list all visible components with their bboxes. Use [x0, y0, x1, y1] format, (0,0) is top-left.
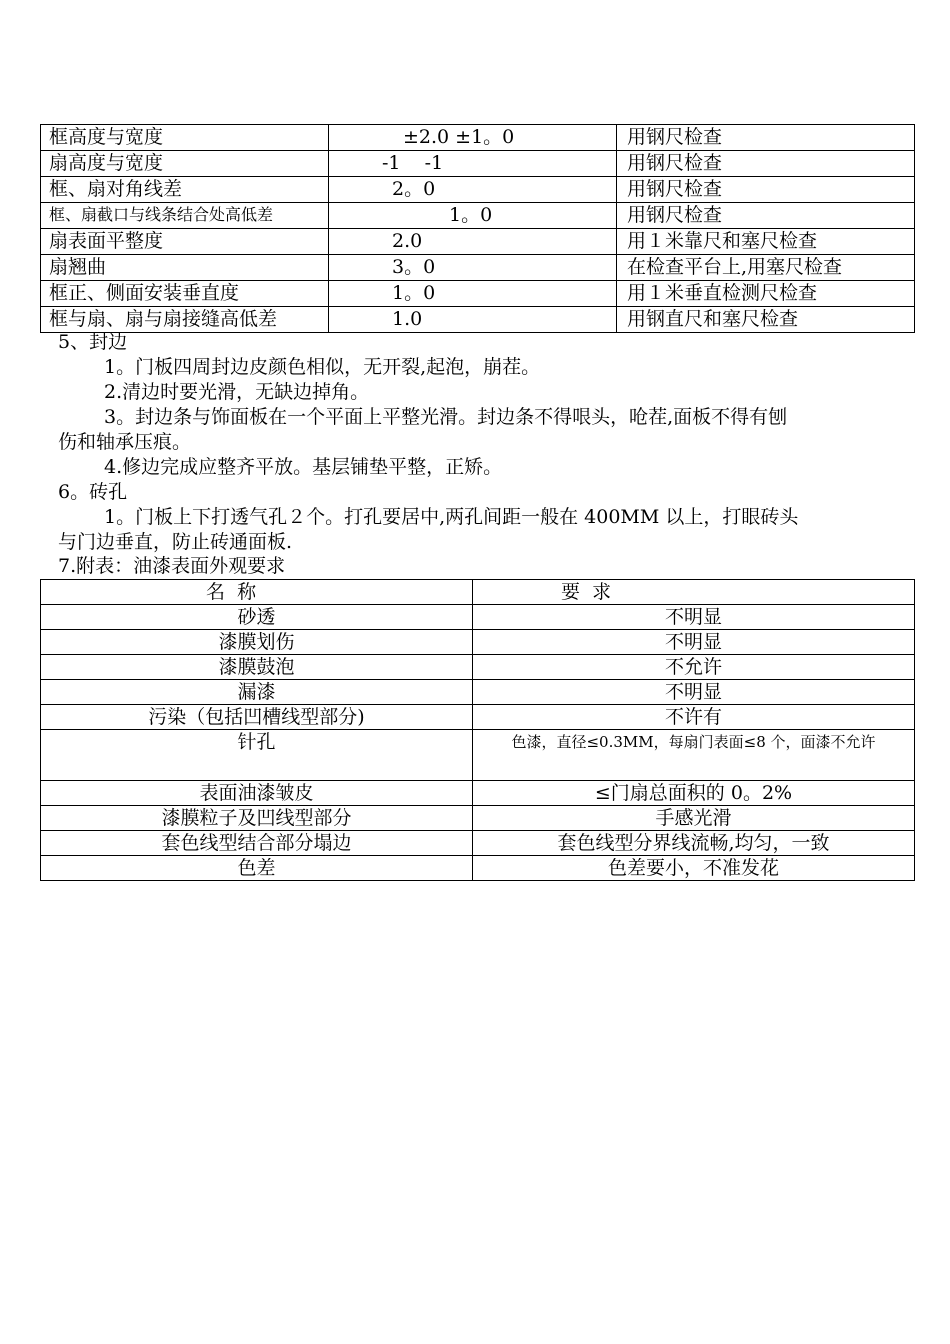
table-row: [41, 255, 915, 281]
tolerance-method: 用钢尺检查: [617, 177, 915, 203]
section-5-heading: 5、封边: [58, 331, 128, 353]
paint-requirement: ≤门扇总面积的 0。2%: [473, 781, 915, 806]
tolerance-method: 在检查平台上,用塞尺检查: [617, 255, 915, 281]
paint-item: 套色线型结合部分塌边: [41, 831, 473, 856]
paint-requirement: 色漆，直径≤0.3MM，每扇门表面≤8 个，面漆不允许: [473, 730, 915, 781]
tolerance-value: -1 -1: [329, 151, 617, 177]
paint-requirement: 色差要小，不准发花: [473, 856, 915, 881]
paint-item: 漏漆: [41, 680, 473, 705]
table-header-row: [41, 580, 915, 605]
tolerance-item: 框、扇截口与线条结合处高低差: [41, 203, 329, 229]
paint-item: 色差: [41, 856, 473, 881]
tolerance-method: 用１米垂直检测尺检查: [617, 281, 915, 307]
tolerance-value: 3。0: [329, 255, 617, 281]
tolerance-method: 用钢尺检查: [617, 125, 915, 151]
table-row: [41, 856, 915, 881]
section-5-paragraph-3-line-1: 3。封边条与饰面板在一个平面上平整光滑。封边条不得哏头，呛茬,面板不得有刨: [104, 406, 788, 428]
table-row: [41, 605, 915, 630]
paint-item: 表面油漆皱皮: [41, 781, 473, 806]
section-5-paragraph-3-line-2: 伤和轴承压痕。: [58, 431, 192, 453]
section-6-paragraph-1-line-2: 与门边垂直，防止砖通面板.: [58, 531, 293, 553]
table-row: [41, 655, 915, 680]
table-row: [41, 680, 915, 705]
paint-item: 针孔: [41, 730, 473, 781]
paint-requirement: 套色线型分界线流畅,均匀，一致: [473, 831, 915, 856]
tolerance-table: [40, 124, 915, 333]
table-row: [41, 229, 915, 255]
section-7-heading: 7.附表：油漆表面外观要求: [58, 555, 286, 577]
section-6-paragraph-1-line-1: 1。门板上下打透气孔２个。打孔要居中,两孔间距一般在 400MM 以上，打眼砖头: [104, 506, 799, 528]
tolerance-item: 扇表面平整度: [41, 229, 329, 255]
paint-requirement: 不允许: [473, 655, 915, 680]
table-row: [41, 630, 915, 655]
table-row: [41, 177, 915, 203]
tolerance-value: 2.0: [329, 229, 617, 255]
column-header-requirement: 要 求: [473, 580, 915, 605]
tolerance-value: 2。0: [329, 177, 617, 203]
section-6-heading: 6。砖孔: [58, 481, 128, 503]
tolerance-item: 框、扇对角线差: [41, 177, 329, 203]
paint-requirement: 不明显: [473, 680, 915, 705]
paint-requirements-table: [40, 579, 915, 881]
section-5-paragraph-1: 1。门板四周封边皮颜色相似，无开裂,起泡，崩茬。: [104, 356, 541, 378]
table-row: [41, 806, 915, 831]
table-row: [41, 831, 915, 856]
paint-item: 砂透: [41, 605, 473, 630]
paint-item: 污染（包括凹槽线型部分): [41, 705, 473, 730]
section-5-paragraph-4: 4.修边完成应整齐平放。基层铺垫平整，正矫。: [104, 456, 503, 478]
table-row: [41, 151, 915, 177]
paint-requirement: 不明显: [473, 605, 915, 630]
table-row: [41, 730, 915, 781]
section-5-paragraph-2: 2.清边时要光滑，无缺边掉角。: [104, 381, 370, 403]
tolerance-method: 用钢直尺和塞尺检查: [617, 307, 915, 333]
tolerance-item: 扇高度与宽度: [41, 151, 329, 177]
tolerance-method: 用１米靠尺和塞尺检查: [617, 229, 915, 255]
table-row: [41, 781, 915, 806]
paint-requirement: 不明显: [473, 630, 915, 655]
tolerance-item: 扇翘曲: [41, 255, 329, 281]
paint-item: 漆膜粒子及凹线型部分: [41, 806, 473, 831]
table-row: [41, 705, 915, 730]
tolerance-value: 1。0: [329, 203, 617, 229]
table-row: [41, 125, 915, 151]
column-header-name: 名 称: [41, 580, 473, 605]
tolerance-item: 框正、侧面安装垂直度: [41, 281, 329, 307]
table-row: [41, 281, 915, 307]
tolerance-value: 1。0: [329, 281, 617, 307]
tolerance-item: 框与扇、扇与扇接缝高低差: [41, 307, 329, 333]
paint-item: 漆膜鼓泡: [41, 655, 473, 680]
tolerance-method: 用钢尺检查: [617, 203, 915, 229]
tolerance-item: 框高度与宽度: [41, 125, 329, 151]
tolerance-value: ±2.0 ±1。0: [329, 125, 617, 151]
paint-requirement: 不许有: [473, 705, 915, 730]
paint-requirement: 手感光滑: [473, 806, 915, 831]
tolerance-value: 1.0: [329, 307, 617, 333]
table-row: [41, 307, 915, 333]
tolerance-method: 用钢尺检查: [617, 151, 915, 177]
paint-item: 漆膜划伤: [41, 630, 473, 655]
table-row: [41, 203, 915, 229]
